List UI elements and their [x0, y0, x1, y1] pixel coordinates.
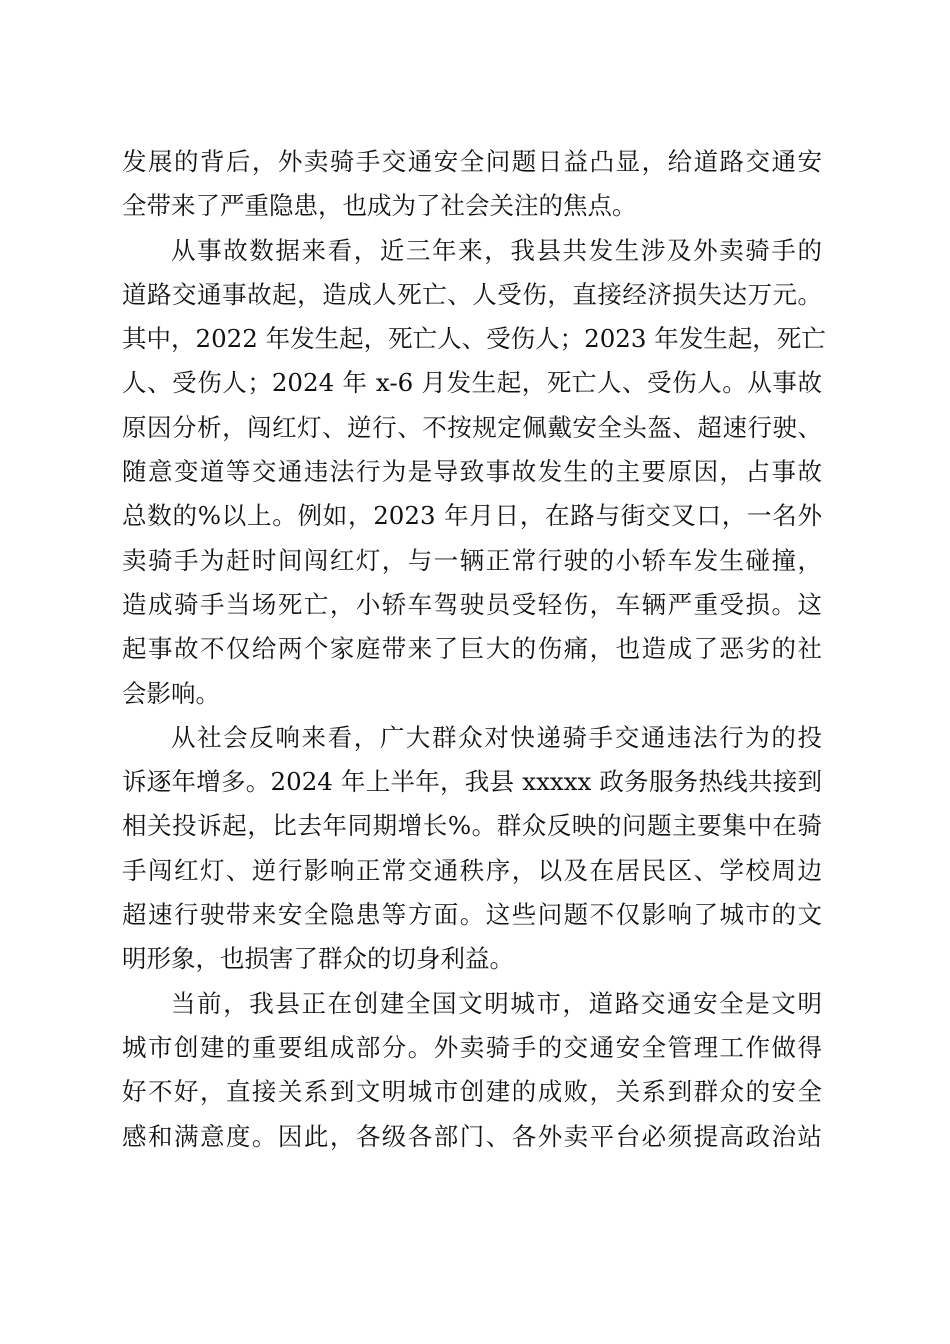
- text-line: 明形象，也损害了群众的切身利益。: [122, 944, 514, 974]
- text-line: 从事故数据来看，近三年来，我县共发生涉及外卖骑手的: [171, 235, 822, 265]
- text-line: 好不好，直接关系到文明城市创建的成败，关系到群众的安全: [122, 1077, 822, 1107]
- paragraph-2: [122, 229, 826, 716]
- text-line: 超速行驶带来安全隐患等方面。这些问题不仅影响了城市的文: [122, 900, 822, 930]
- text-line: 当前，我县正在创建全国文明城市，道路交通安全是文明: [171, 988, 822, 1018]
- text-line: 相关投诉起，比去年同期增长%。群众反映的问题主要集中在骑: [122, 811, 822, 841]
- text-line: 道路交通事故起，造成人死亡、人受伤，直接经济损失达万元。: [122, 279, 822, 309]
- text-line: 感和满意度。因此，各级各部门、各外卖平台必须提高政治站: [122, 1121, 822, 1151]
- paragraph-1: [122, 140, 822, 229]
- text-line: 人、受伤人；2024 年 x-6 月发生起，死亡人、受伤人。从事故: [122, 368, 822, 398]
- text-line: 卖骑手为赶时间闯红灯，与一辆正常行驶的小轿车发生碰撞，: [122, 545, 822, 575]
- paragraph-4: [122, 982, 822, 1159]
- text-line: 城市创建的重要组成部分。外卖骑手的交通安全管理工作做得: [122, 1032, 822, 1062]
- text-line: 手闯红灯、逆行影响正常交通秩序，以及在居民区、学校周边: [122, 855, 822, 885]
- text-line: 其中，2022 年发生起，死亡人、受伤人；2023 年发生起，死亡: [122, 324, 826, 354]
- text-line: 诉逐年增多。2024 年上半年，我县 xxxxx 政务服务热线共接到: [122, 767, 822, 797]
- text-line: 总数的%以上。例如，2023 年月日，在路与街交叉口，一名外: [122, 501, 822, 531]
- paragraph-3: [122, 716, 822, 982]
- document-page: [122, 140, 826, 1159]
- text-line: 起事故不仅给两个家庭带来了巨大的伤痛，也造成了恶劣的社: [122, 634, 822, 664]
- text-line: 造成骑手当场死亡，小轿车驾驶员受轻伤，车辆严重受损。这: [122, 589, 822, 619]
- text-line: 发展的背后，外卖骑手交通安全问题日益凸显，给道路交通安: [122, 147, 822, 176]
- text-line: 随意变道等交通违法行为是导致事故发生的主要原因，占事故: [122, 457, 822, 487]
- text-line: 会影响。: [122, 678, 220, 708]
- text-line: 从社会反响来看，广大群众对快递骑手交通违法行为的投: [171, 722, 822, 752]
- text-line: 全带来了严重隐患，也成为了社会关注的焦点。: [122, 191, 637, 221]
- text-line: 原因分析，闯红灯、逆行、不按规定佩戴安全头盔、超速行驶、: [122, 412, 822, 442]
